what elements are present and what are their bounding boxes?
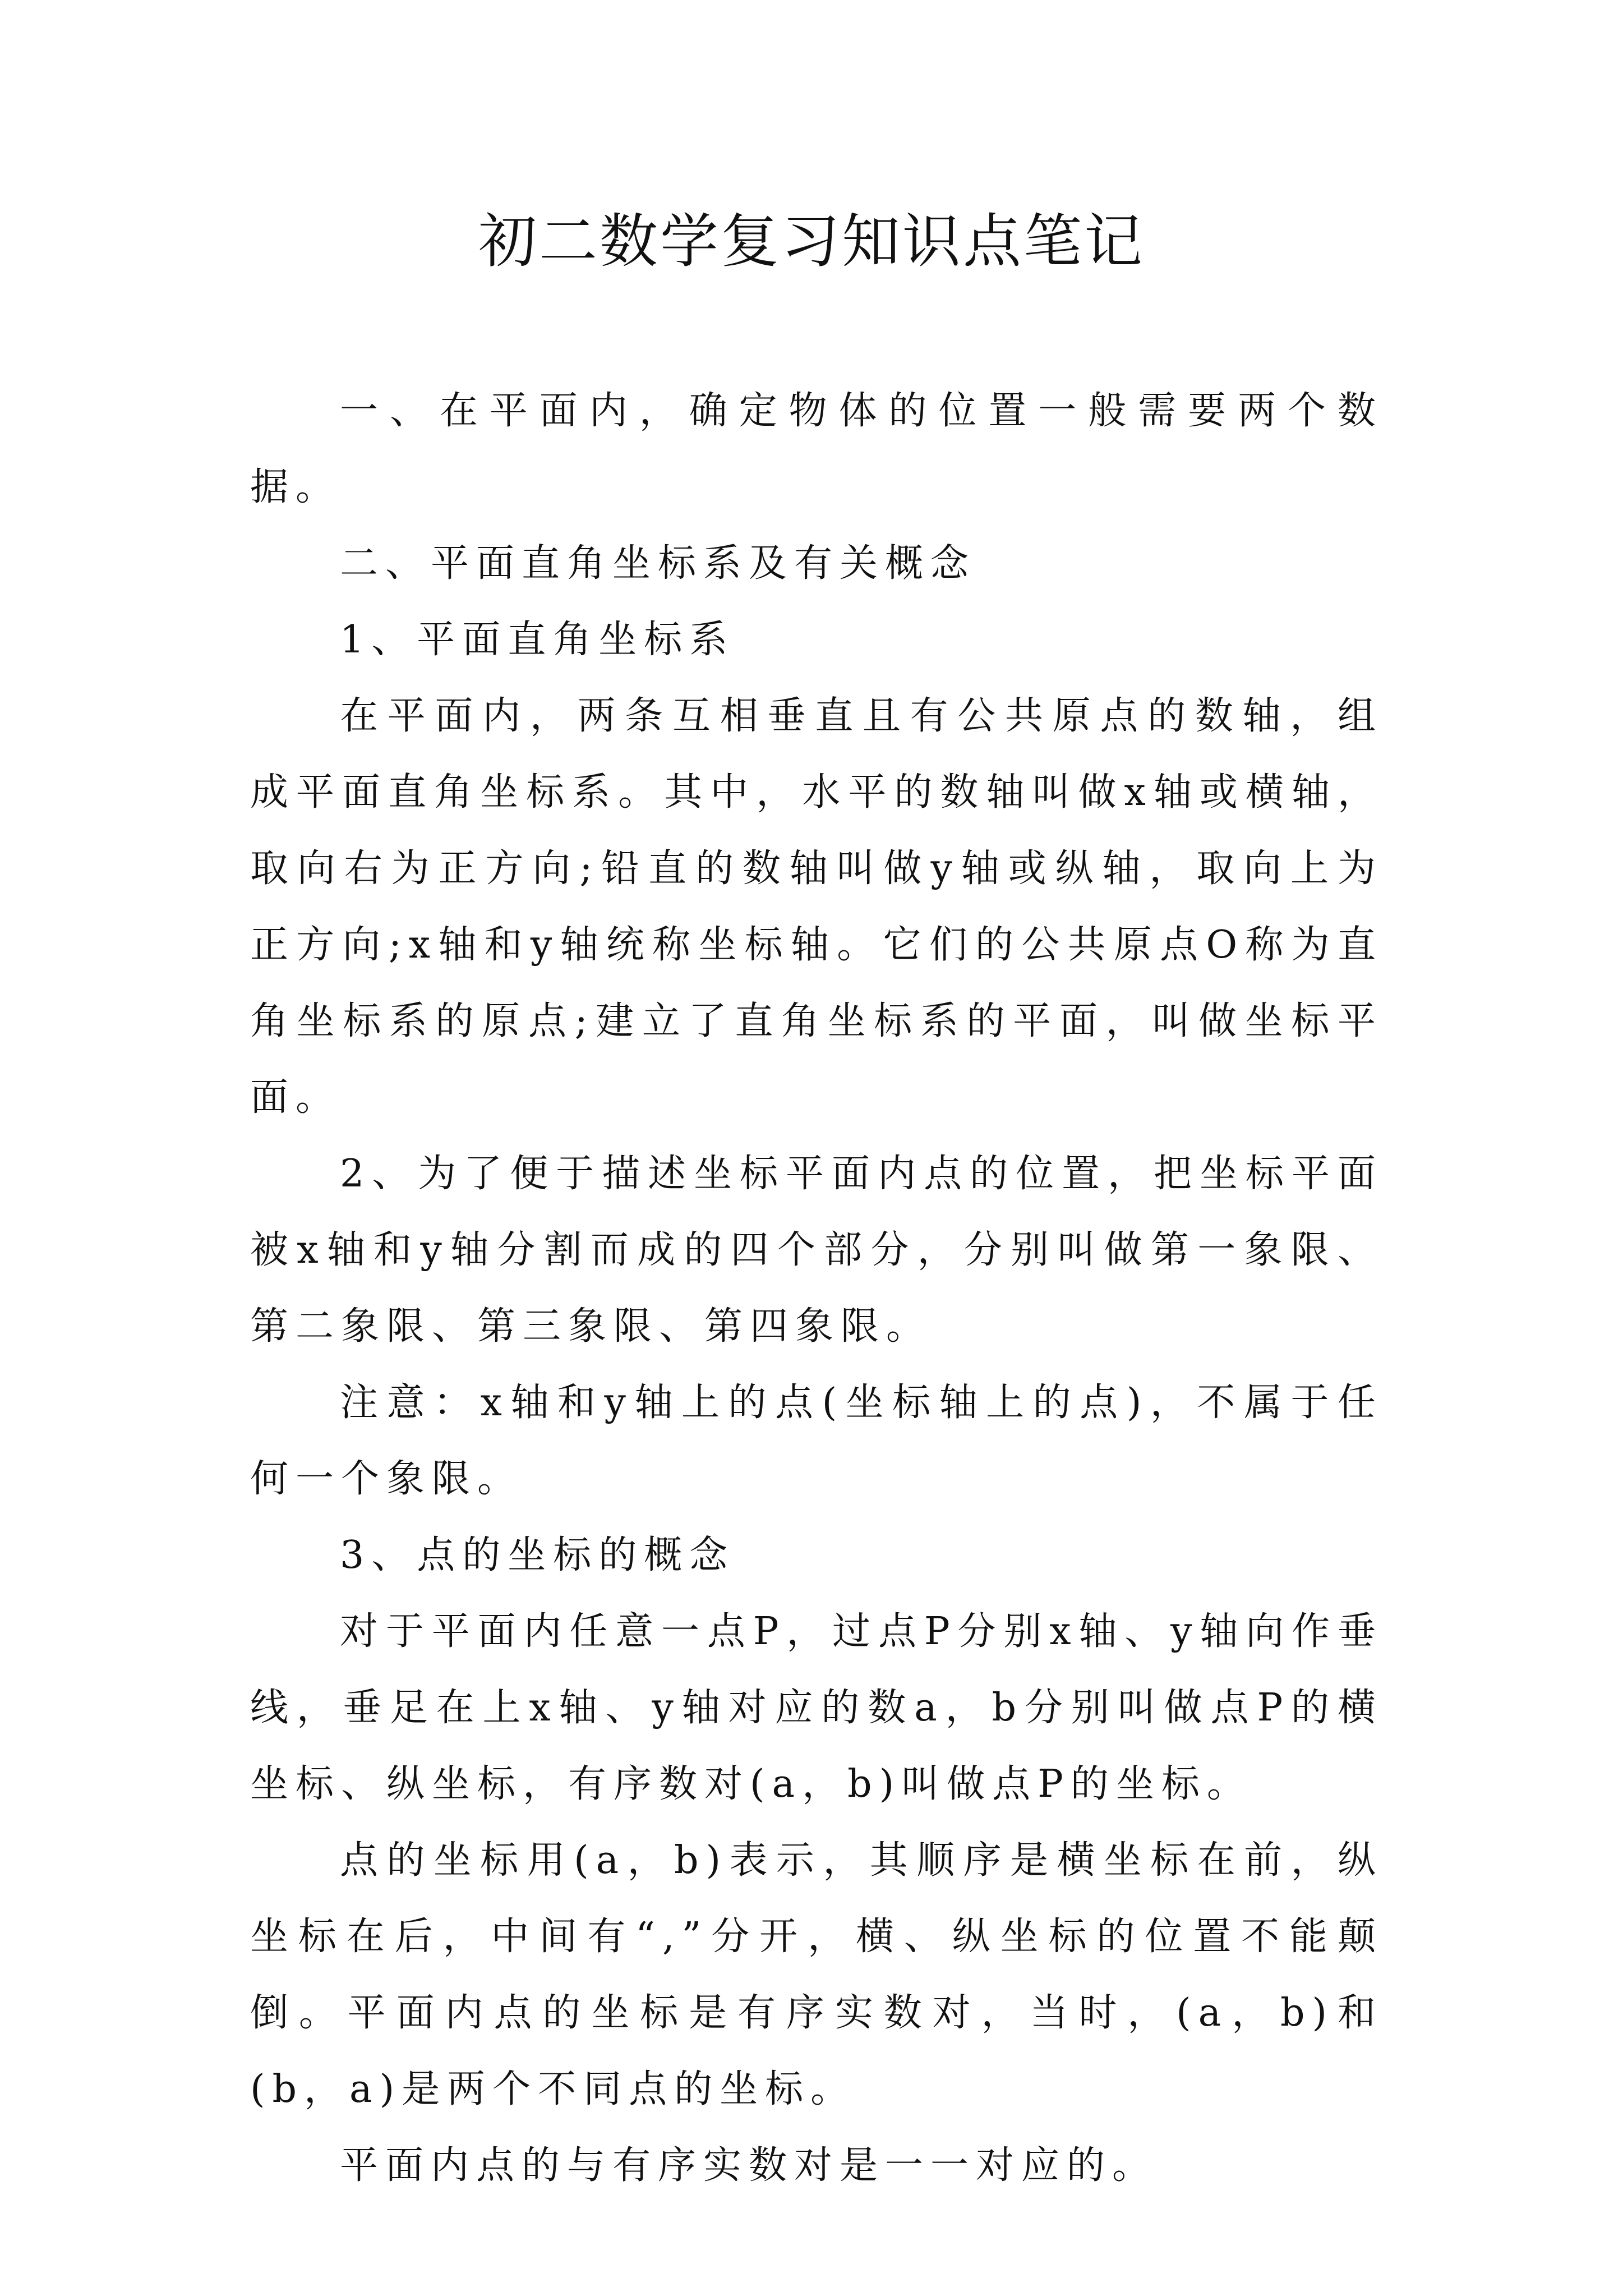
document-title: 初二数学复习知识点笔记 xyxy=(478,207,1145,275)
document-body xyxy=(250,373,1383,2204)
paragraph-1: 一、在平面内，确定物体的位置一般需要两个数据。 xyxy=(250,389,1383,509)
paragraph-9: 点的坐标用(a，b)表示，其顺序是横坐标在前，纵坐标在后，中间有“,”分开，横、纵坐标的位置不能颠倒。平面内点的坐标是有序实数对，当时，(a，b)和(b，a)是两个不同点的坐标。 xyxy=(250,1838,1383,2111)
paragraph-6-note: 注意：x轴和y轴上的点(坐标轴上的点)，不属于任何一个象限。 xyxy=(250,1381,1383,1501)
paragraph-7-subheading: 3、点的坐标的概念 xyxy=(340,1533,735,1577)
paragraph-4: 在平面内，两条互相垂直且有公共原点的数轴，组成平面直角坐标系。其中，水平的数轴叫做x轴或横轴，取向右为正方向;铅直的数轴叫做y轴或纵轴，取向上为正方向;x轴和y轴统称坐标轴。它们的公共原点O称为直角坐标系的原点;建立了直角坐标系的平面，叫做坐标平面。 xyxy=(250,694,1383,1120)
paragraph-5: 2、为了便于描述坐标平面内点的位置，把坐标平面被x轴和y轴分割而成的四个部分，分别叫做第一象限、第二象限、第三象限、第四象限。 xyxy=(250,1152,1383,1349)
paragraph-10: 平面内点的与有序实数对是一一对应的。 xyxy=(340,2143,1158,2188)
paragraph-2-heading: 二、平面直角坐标系及有关概念 xyxy=(340,541,976,586)
paragraph-3-subheading: 1、平面直角坐标系 xyxy=(340,618,735,662)
paragraph-8: 对于平面内任意一点P，过点P分别x轴、y轴向作垂线，垂足在上x轴、y轴对应的数a，b分别叫做点P的横坐标、纵坐标，有序数对(a，b)叫做点P的坐标。 xyxy=(250,1609,1383,1806)
